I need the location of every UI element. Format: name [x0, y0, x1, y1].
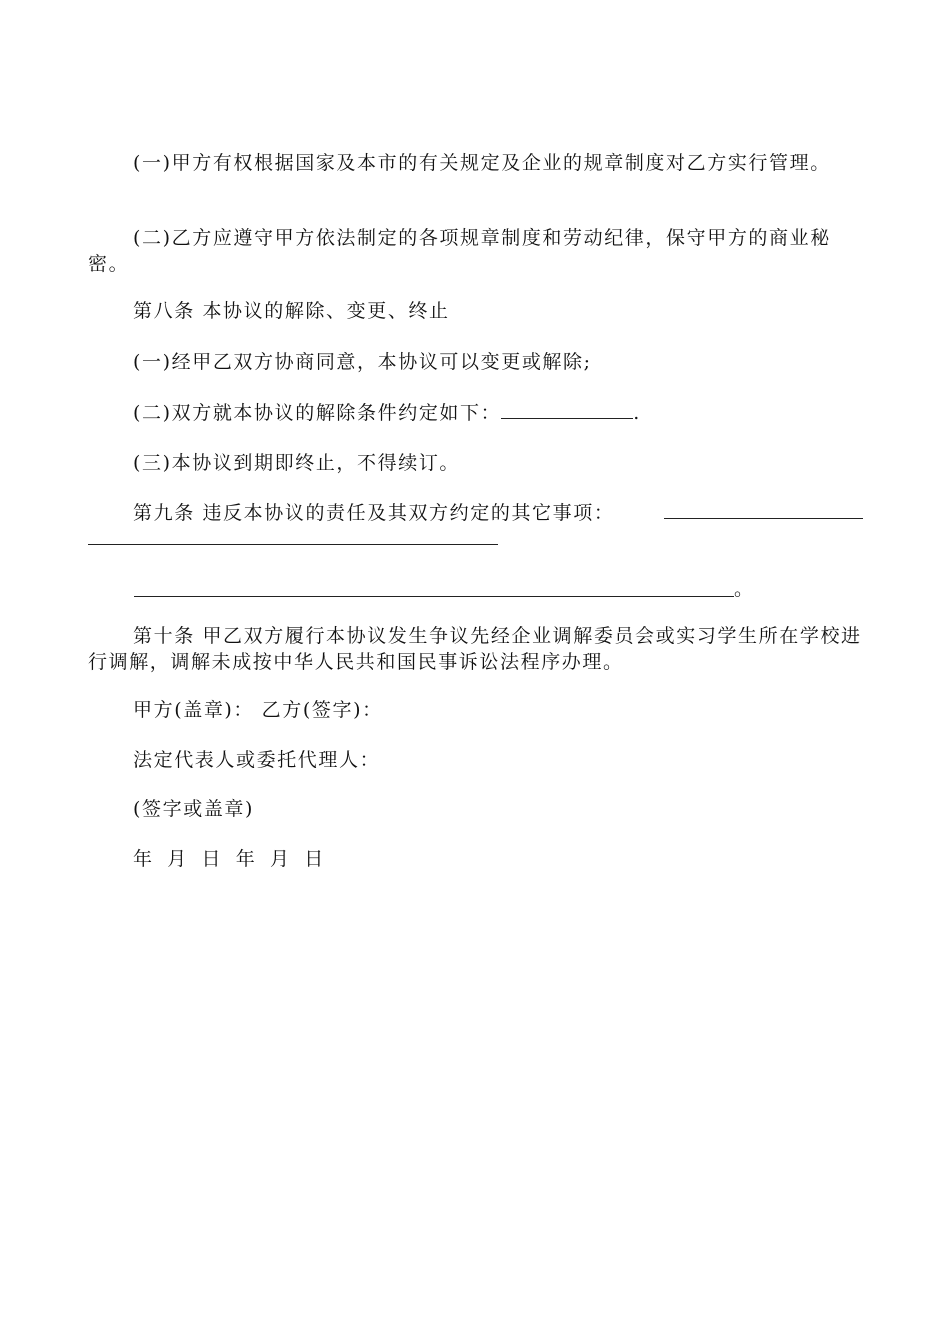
- clause-compliance: (二)乙方应遵守甲方依法制定的各项规章制度和劳动纪律，保守甲方的商业秘密。: [88, 227, 831, 275]
- clause-management-right: (一)甲方有权根据国家及本市的有关规定及企业的规章制度对乙方实行管理。: [133, 152, 831, 174]
- article-9-blank-line-2: [88, 544, 498, 545]
- signature-parties: 甲方(盖章)： 乙方(签字)：: [133, 699, 383, 721]
- legal-representative: 法定代表人或委托代理人：: [133, 749, 381, 771]
- article-10-dispute: 第十条 甲乙双方履行本协议发生争议先经企业调解委员会或实习学生所在学校进行调解，调解未成按中华人民共和国民事诉讼法程序办理。: [88, 625, 862, 673]
- article-9-blank-line-3: [134, 596, 734, 597]
- article-9-blank-line-1: [664, 518, 863, 519]
- signature-note: (签字或盖章): [133, 798, 255, 820]
- article-9-heading: 第九条 违反本协议的责任及其双方约定的其它事项：: [133, 502, 615, 524]
- article-8-item-3: (三)本协议到期即终止，不得续订。: [133, 452, 461, 474]
- termination-condition-blank: [501, 400, 633, 419]
- article-8-item-2-text: (二)双方就本协议的解除条件约定如下：: [133, 402, 502, 424]
- article-9-end-mark: 。: [734, 578, 754, 600]
- article-8-item-2-end: .: [633, 402, 641, 424]
- article-8-heading: 第八条 本协议的解除、变更、终止: [133, 300, 450, 322]
- article-8-item-2: [88, 400, 864, 426]
- article-8-item-1: (一)经甲乙双方协商同意，本协议可以变更或解除;: [133, 351, 592, 373]
- date-line: 年 月 日 年 月 日: [133, 848, 325, 870]
